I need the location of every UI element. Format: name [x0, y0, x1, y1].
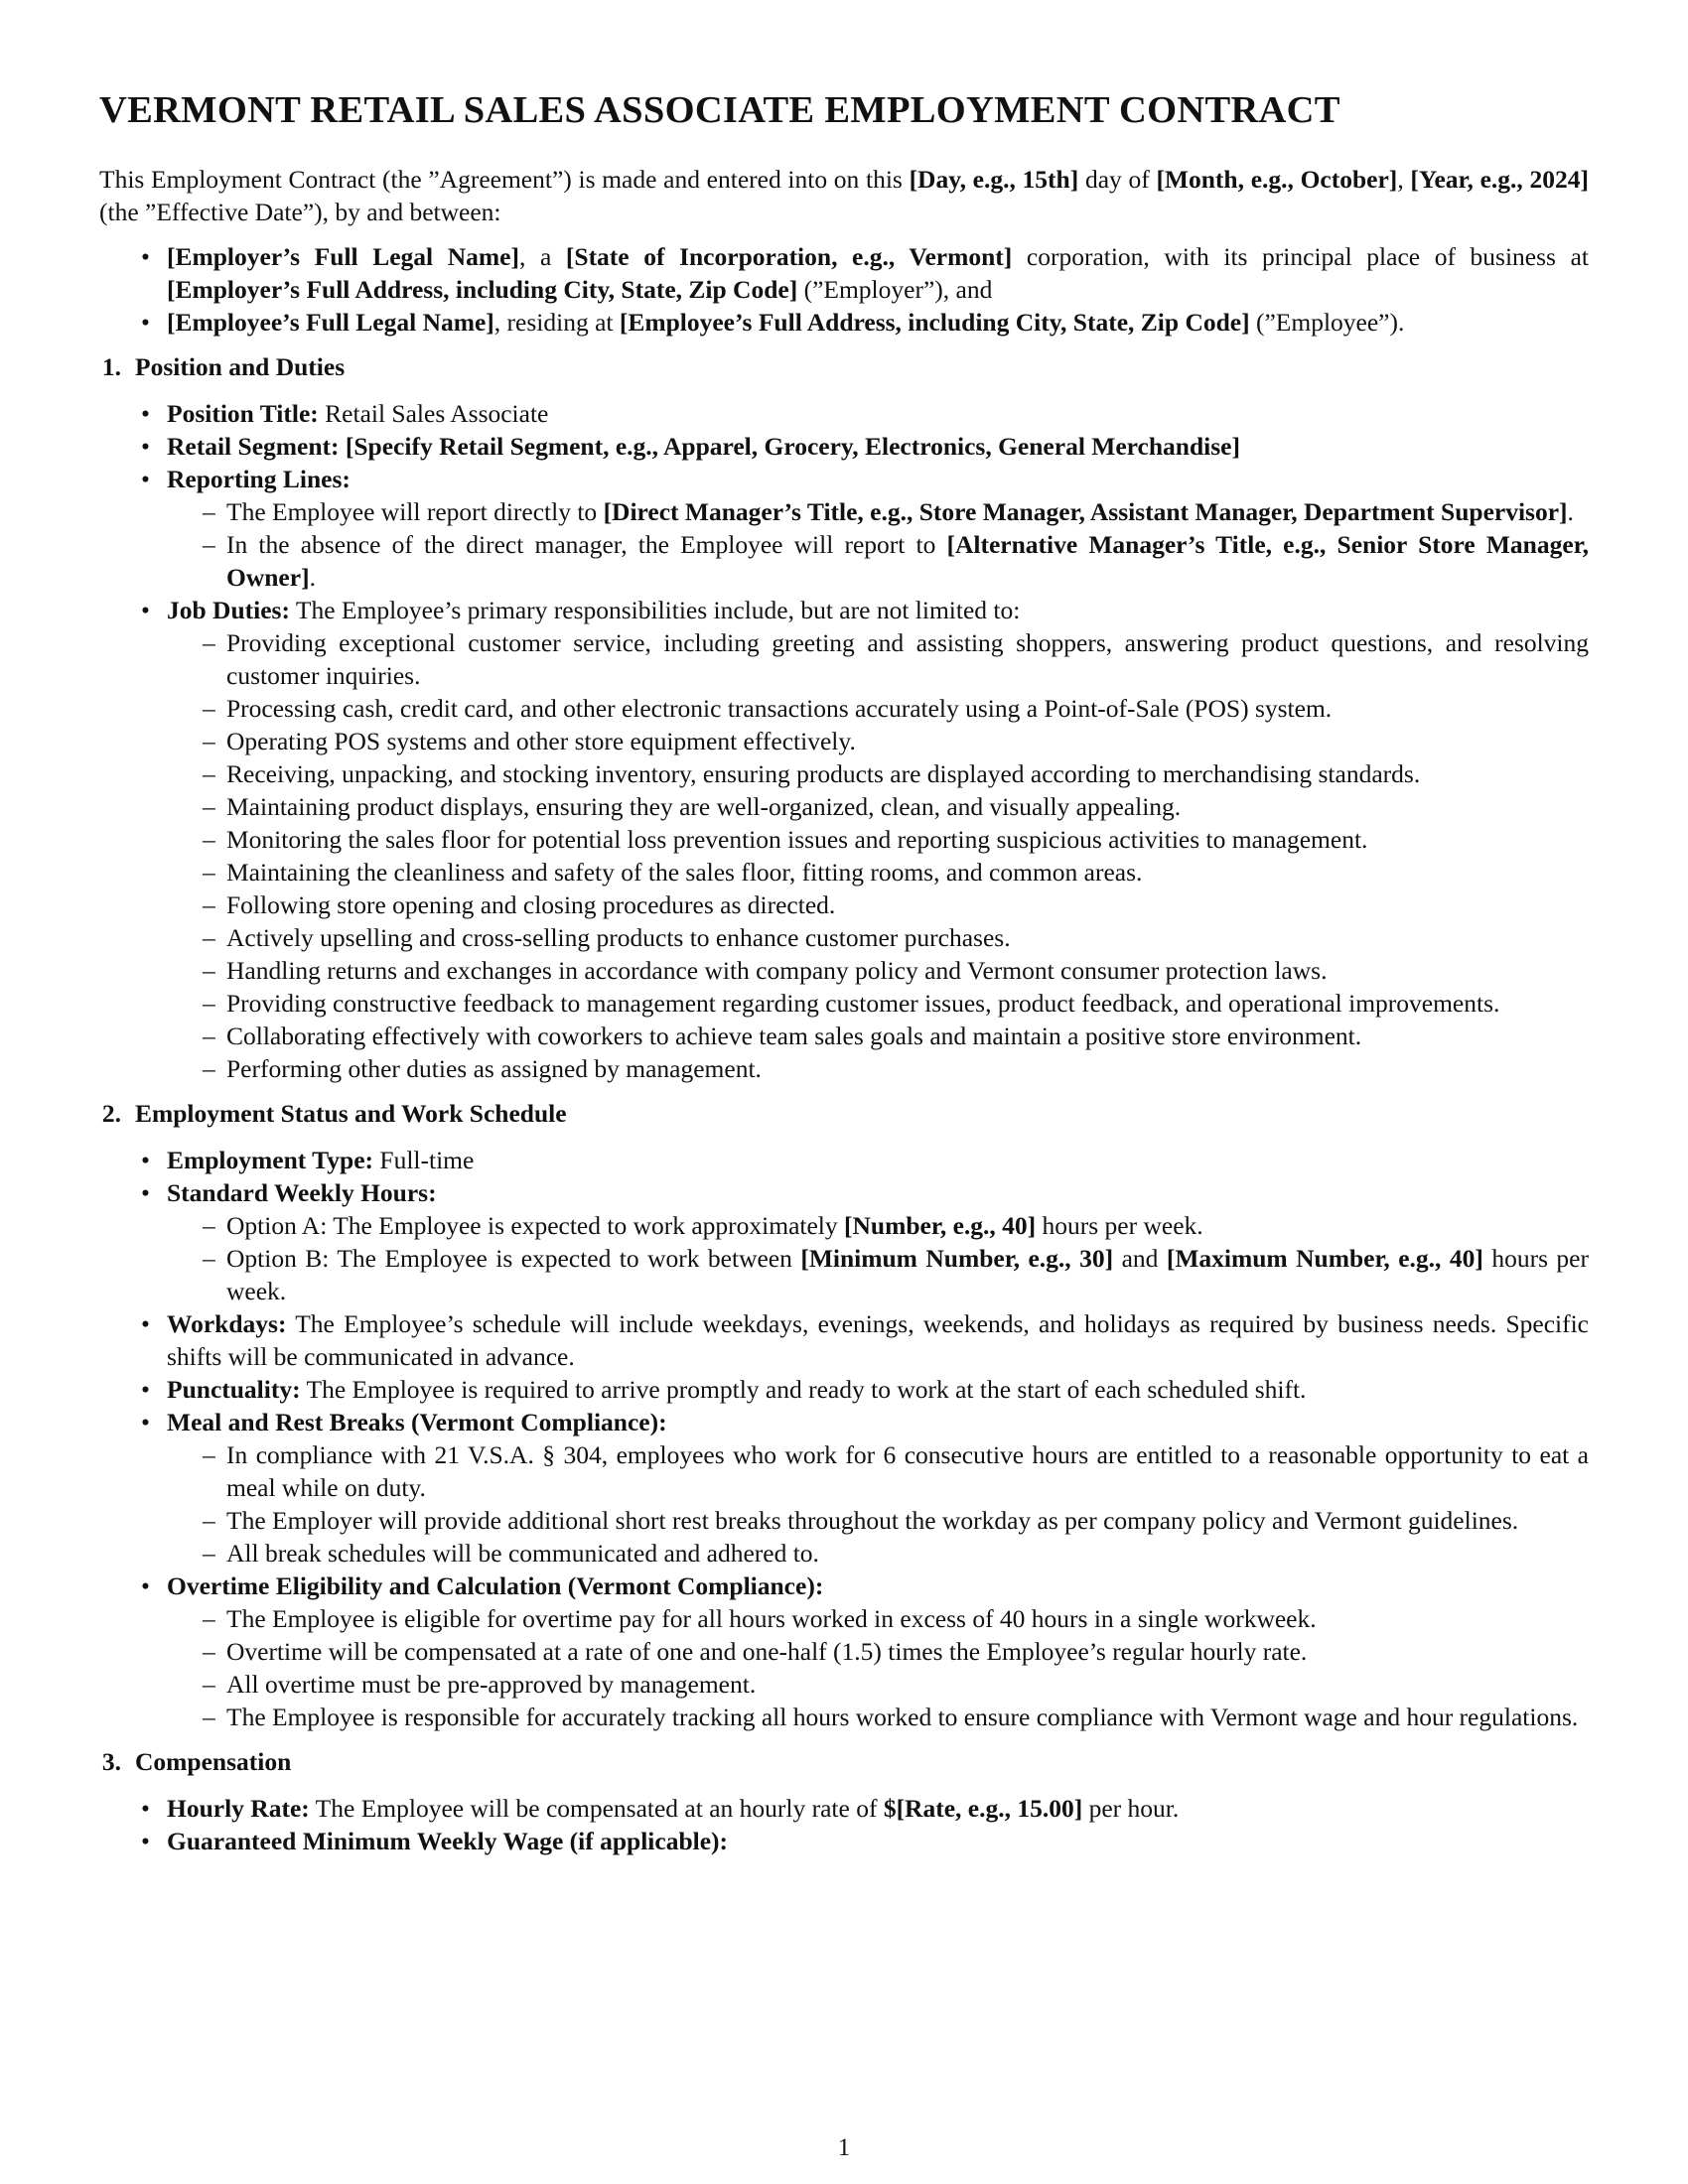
- item-value: Retail Sales Associate: [318, 399, 549, 428]
- list-item: [226, 528, 1589, 594]
- list-item: – Providing exceptional customer service, including greeting and assisting shoppers, answering product questions, and resolving customer inquiries.: [226, 626, 1589, 692]
- min-hours-placeholder: [Minimum Number, e.g., 30]: [800, 1244, 1114, 1273]
- item-text: per hour.: [1082, 1794, 1180, 1823]
- list-item: – The Employee is eligible for overtime pay for all hours worked in excess of 40 hours in a single workweek.: [226, 1602, 1589, 1635]
- list-item: – Maintaining product displays, ensuring they are well-organized, clean, and visually appealing.: [226, 790, 1589, 823]
- item-label: Position Title:: [167, 399, 319, 428]
- list-item: – Actively upselling and cross-selling products to enhance customer purchases.: [226, 921, 1589, 954]
- employer-state-placeholder: [State of Incorporation, e.g., Vermont]: [565, 242, 1013, 271]
- page-number: 1: [837, 2134, 851, 2161]
- section-title: Employment Status and Work Schedule: [135, 1099, 567, 1128]
- employee-name-placeholder: [Employee’s Full Legal Name]: [167, 308, 494, 337]
- section-number: 1.: [101, 352, 121, 381]
- employee-text-1: , residing at: [493, 308, 620, 337]
- intro-paragraph: [99, 163, 1589, 228]
- list-item: – Following store opening and closing procedures as directed.: [226, 888, 1589, 921]
- list-item: – Performing other duties as assigned by management.: [226, 1052, 1589, 1085]
- segment-placeholder: [Specify Retail Segment, e.g., Apparel, Grocery, Electronics, General Merchandise]: [339, 432, 1240, 461]
- item-label: Overtime Eligibility and Calculation (Vermont Compliance):: [167, 1571, 824, 1600]
- minimum-wage-item: [167, 1825, 1589, 1857]
- item-text: hours per week.: [226, 1244, 1589, 1305]
- intro-text-2: day of: [1078, 165, 1157, 194]
- section-number: 3.: [101, 1747, 121, 1776]
- intro-day-placeholder: [Day, e.g., 15th]: [909, 165, 1079, 194]
- hourly-rate-item: [167, 1792, 1589, 1825]
- item-label: Reporting Lines:: [167, 465, 351, 493]
- section-2-list: [99, 1144, 1589, 1733]
- item-label: Punctuality:: [167, 1375, 301, 1404]
- position-title-item: [167, 397, 1589, 430]
- list-item: [226, 1242, 1589, 1307]
- duties-sublist: [167, 626, 1589, 1085]
- item-label: Job Duties:: [167, 596, 290, 624]
- item-text: Option A: The Employee is expected to work approximately: [226, 1211, 845, 1240]
- employer-text-3: (”Employer”), and: [797, 275, 993, 304]
- job-duties-item: [167, 594, 1589, 1085]
- section-heading-2: [99, 1097, 1589, 1130]
- direct-manager-placeholder: [Direct Manager’s Title, e.g., Store Manager, Assistant Manager, Department Supervisor]: [603, 497, 1568, 526]
- employee-text-2: (”Employee”).: [1249, 308, 1405, 337]
- item-text: The Employee will report directly to: [226, 497, 604, 526]
- intro-year-placeholder: [Year, e.g., 2024]: [1410, 165, 1590, 194]
- item-value: The Employee’s schedule will include weekdays, evenings, weekends, and holidays as required by business needs. Specific shifts will be communicated in advance.: [167, 1309, 1589, 1371]
- section-title: Compensation: [135, 1747, 292, 1776]
- item-value: The Employee’s primary responsibilities include, but are not limited to:: [289, 596, 1021, 624]
- max-hours-placeholder: [Maximum Number, e.g., 40]: [1166, 1244, 1483, 1273]
- employer-name-placeholder: [Employer’s Full Legal Name]: [167, 242, 519, 271]
- list-item: – Collaborating effectively with coworkers to achieve team sales goals and maintain a positive store environment.: [226, 1020, 1589, 1052]
- document-page: [99, 87, 1589, 1869]
- item-text: .: [309, 563, 316, 592]
- retail-segment-item: [167, 430, 1589, 463]
- intro-text-1: This Employment Contract (the ”Agreement”) is made and entered into on this: [99, 165, 910, 194]
- list-item: [226, 1209, 1589, 1242]
- parties-list: [99, 240, 1589, 339]
- section-heading-1: [99, 350, 1589, 383]
- item-label: Hourly Rate:: [167, 1794, 310, 1823]
- overtime-item: [167, 1570, 1589, 1733]
- workdays-item: [167, 1307, 1589, 1373]
- list-item: – Monitoring the sales floor for potential loss prevention issues and reporting suspicious activities to management.: [226, 823, 1589, 856]
- weekly-hours-item: [167, 1176, 1589, 1307]
- list-item: – The Employer will provide additional short rest breaks throughout the workday as per company policy and Vermont guidelines.: [226, 1504, 1589, 1537]
- punctuality-item: [167, 1373, 1589, 1406]
- intro-month-placeholder: [Month, e.g., October]: [1156, 165, 1398, 194]
- list-item: – All break schedules will be communicated and adhered to.: [226, 1537, 1589, 1570]
- employer-party: [167, 240, 1589, 306]
- employee-party: [167, 306, 1589, 339]
- section-heading-3: [99, 1745, 1589, 1778]
- intro-text-3: ,: [1397, 165, 1411, 194]
- list-item: – Overtime will be compensated at a rate of one and one-half (1.5) times the Employee’s regular hourly rate.: [226, 1635, 1589, 1668]
- section-title: Position and Duties: [135, 352, 346, 381]
- list-item: – Processing cash, credit card, and other electronic transactions accurately using a Point-of-Sale (POS) system.: [226, 692, 1589, 725]
- section-number: 2.: [101, 1099, 121, 1128]
- section-1-list: [99, 397, 1589, 1085]
- item-text: The Employee will be compensated at an hourly rate of: [309, 1794, 884, 1823]
- employment-type-item: [167, 1144, 1589, 1176]
- hours-sublist: [167, 1209, 1589, 1307]
- document-title: VERMONT RETAIL SALES ASSOCIATE EMPLOYMENT CONTRACT: [99, 89, 1340, 131]
- item-label: Guaranteed Minimum Weekly Wage (if applicable):: [167, 1827, 729, 1855]
- list-item: – Maintaining the cleanliness and safety of the sales floor, fitting rooms, and common areas.: [226, 856, 1589, 888]
- reporting-sublist: [167, 495, 1589, 594]
- item-label: Standard Weekly Hours:: [167, 1178, 437, 1207]
- item-label: Workdays:: [167, 1309, 287, 1338]
- item-value: The Employee is required to arrive promptly and ready to work at the start of each scheduled shift.: [300, 1375, 1307, 1404]
- item-value: Full-time: [373, 1146, 475, 1174]
- list-item: – Handling returns and exchanges in accordance with company policy and Vermont consumer protection laws.: [226, 954, 1589, 987]
- item-text: Option B: The Employee is expected to work between: [226, 1244, 801, 1273]
- list-item: – In compliance with 21 V.S.A. § 304, employees who work for 6 consecutive hours are entitled to a reasonable opportunity to eat a meal while on duty.: [226, 1438, 1589, 1504]
- section-3-list: [99, 1792, 1589, 1857]
- item-text: hours per week.: [1036, 1211, 1203, 1240]
- reporting-lines-item: [167, 463, 1589, 594]
- employer-address-placeholder: [Employer’s Full Address, including City, State, Zip Code]: [167, 275, 798, 304]
- list-item: [226, 495, 1589, 528]
- item-text: In the absence of the direct manager, the Employee will report to: [226, 530, 947, 559]
- overtime-sublist: [167, 1602, 1589, 1733]
- employer-text-1: , a: [518, 242, 566, 271]
- list-item: – The Employee is responsible for accurately tracking all hours worked to ensure compliance with Vermont wage and hour regulations.: [226, 1701, 1589, 1733]
- item-label: Meal and Rest Breaks (Vermont Compliance):: [167, 1408, 667, 1436]
- alternative-manager-placeholder: [Alternative Manager’s Title, e.g., Senior Store Manager, Owner]: [226, 530, 1589, 592]
- employee-address-placeholder: [Employee’s Full Address, including City, State, Zip Code]: [619, 308, 1250, 337]
- employer-text-2: corporation, with its principal place of business at: [1012, 242, 1589, 271]
- breaks-item: [167, 1406, 1589, 1570]
- item-label: Employment Type:: [167, 1146, 374, 1174]
- list-item: – Operating POS systems and other store equipment effectively.: [226, 725, 1589, 757]
- item-text: .: [1567, 497, 1574, 526]
- item-label: Retail Segment:: [167, 432, 340, 461]
- rate-placeholder: $[Rate, e.g., 15.00]: [883, 1794, 1083, 1823]
- list-item: – Receiving, unpacking, and stocking inventory, ensuring products are displayed according to merchandising standards.: [226, 757, 1589, 790]
- list-item: – All overtime must be pre-approved by management.: [226, 1668, 1589, 1701]
- hours-placeholder: [Number, e.g., 40]: [844, 1211, 1037, 1240]
- item-text: and: [1113, 1244, 1167, 1273]
- intro-text-4: (the ”Effective Date”), by and between:: [99, 198, 501, 226]
- list-item: – Providing constructive feedback to management regarding customer issues, product feedback, and operational improvements.: [226, 987, 1589, 1020]
- breaks-sublist: [167, 1438, 1589, 1570]
